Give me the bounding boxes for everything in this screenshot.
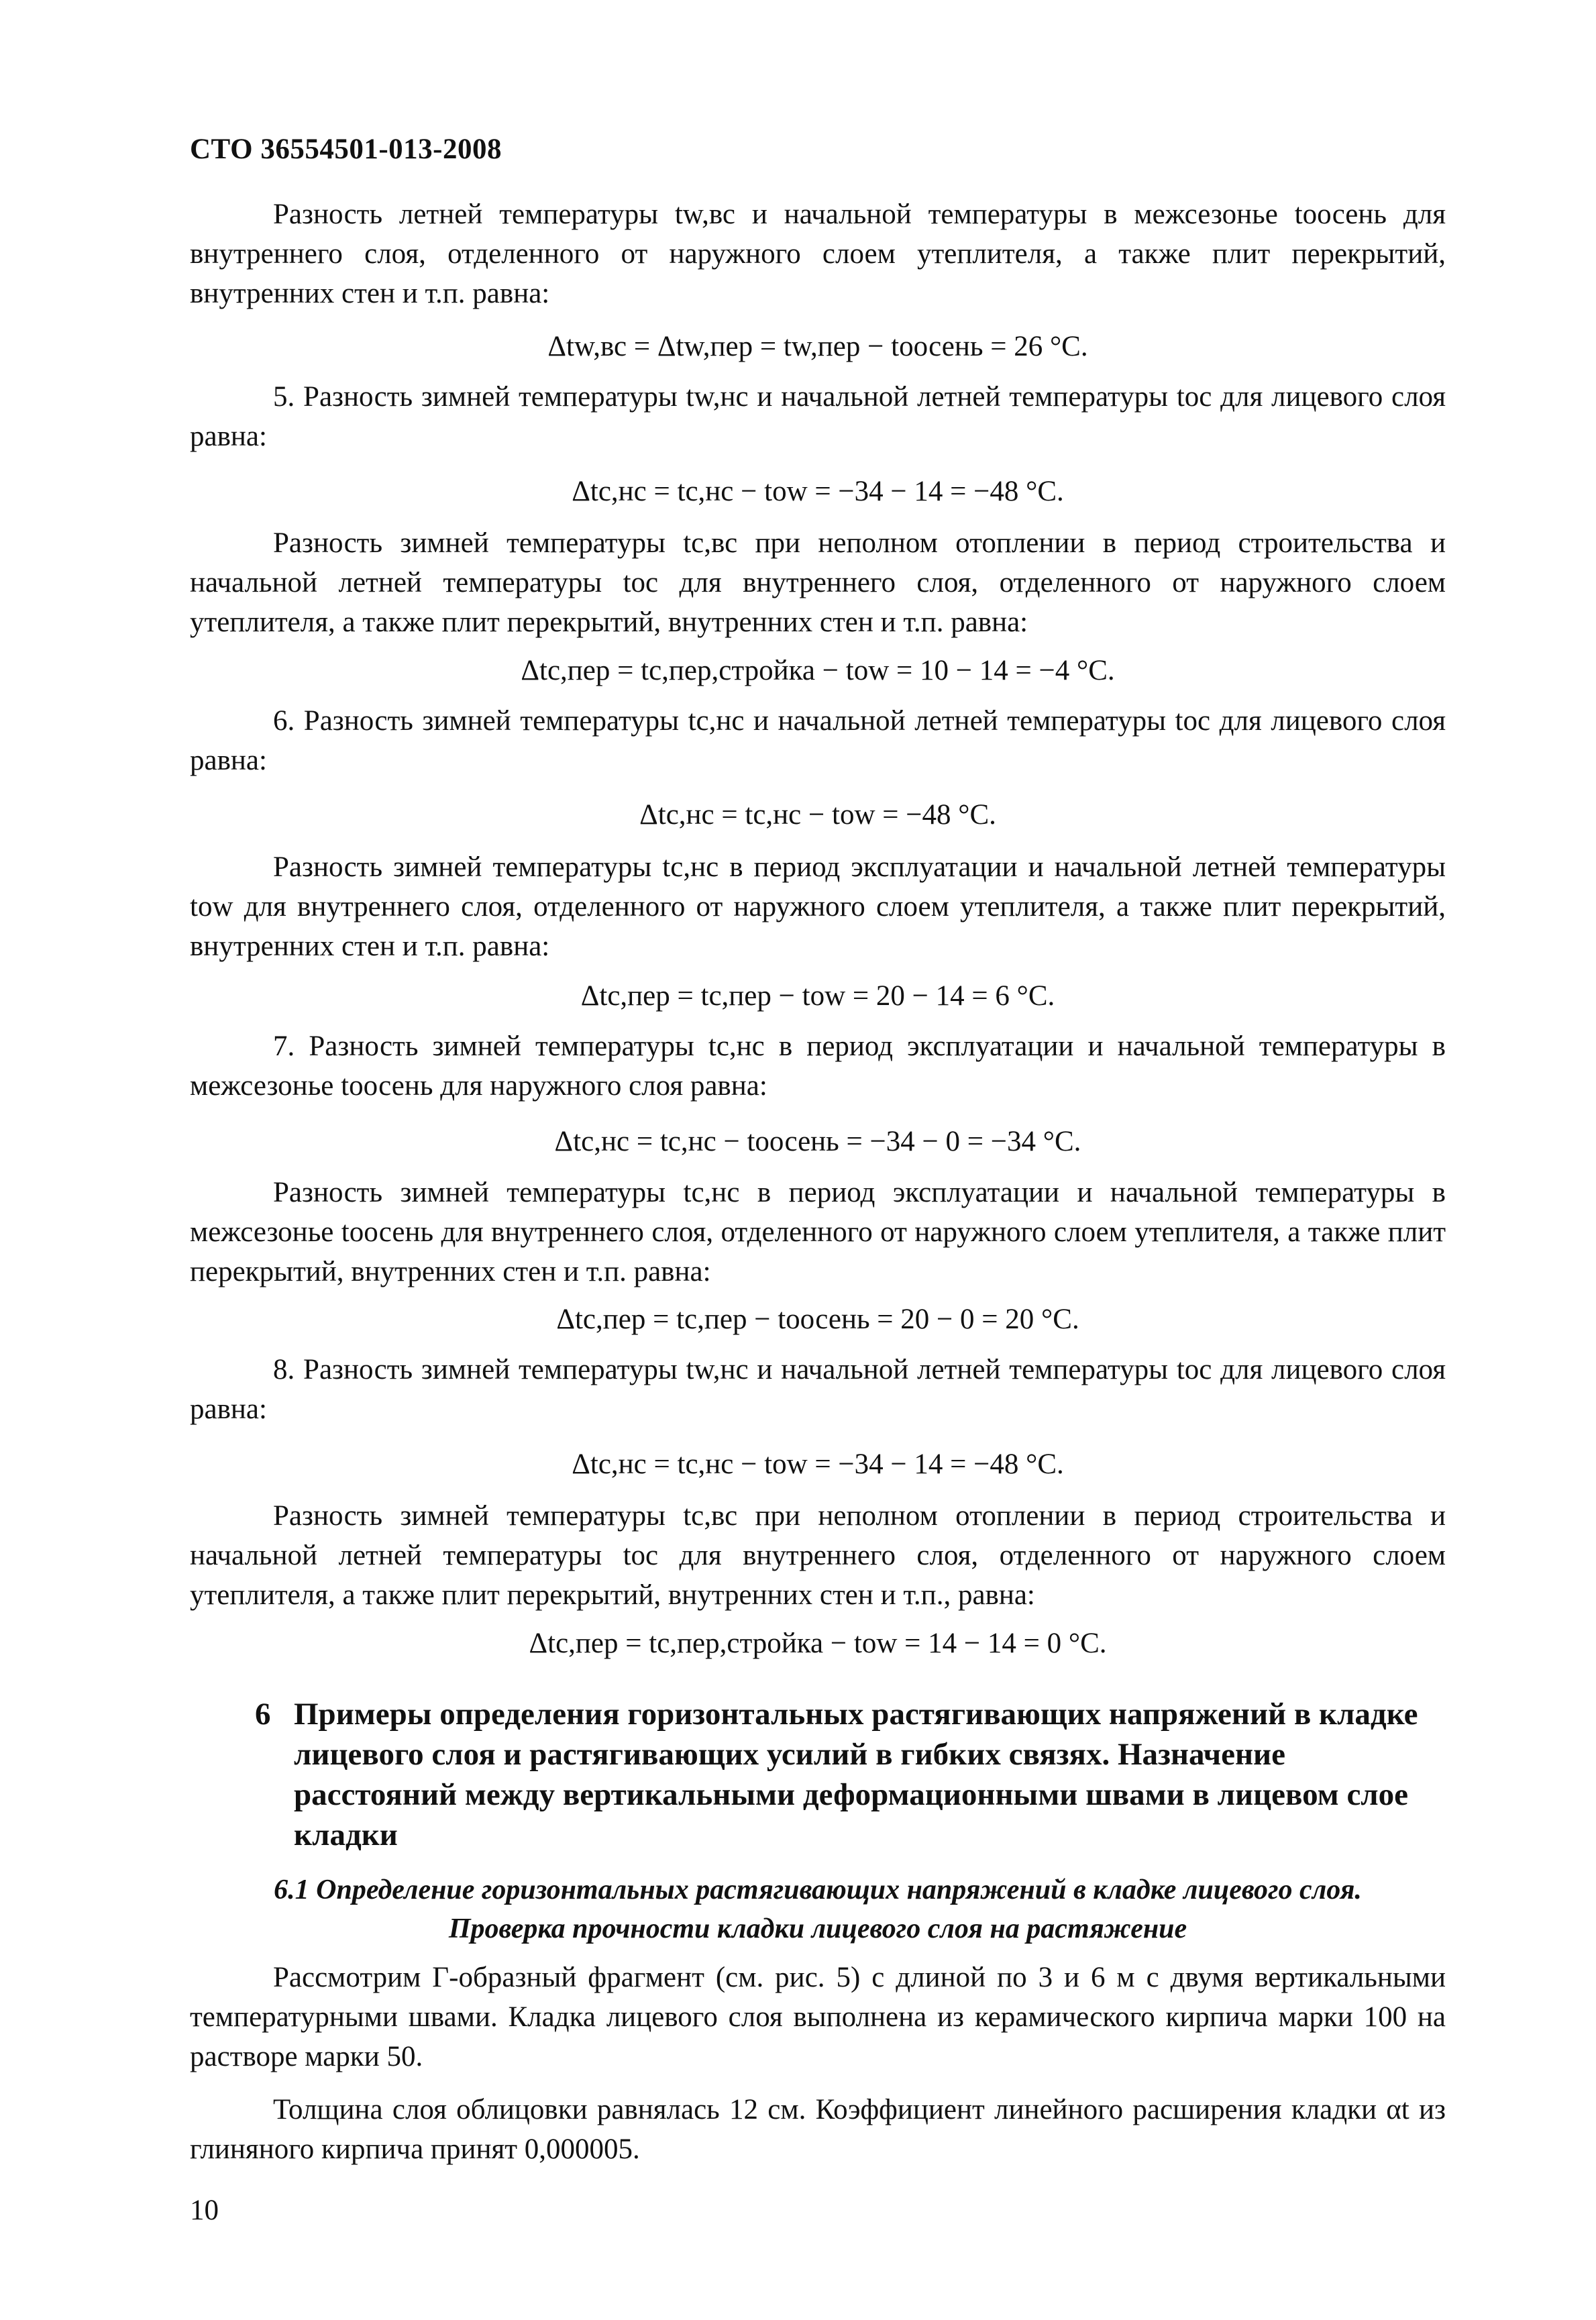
paragraph: Разность зимней температуры tc,вс при неполном отоплении в период строительства и начальной летней температуры toc для внутреннего слоя, отделенного от наружного слоем утеплителя, а также плит перекрытий, внутренних стен и т.п. равна: bbox=[190, 527, 1446, 638]
subsection-title-line2: Проверка прочности кладки лицевого слоя на растяжение bbox=[448, 1913, 1187, 1944]
paragraph: Толщина слоя облицовки равнялась 12 см. Коэффициент линейного расширения кладки αt из глиняного кирпича принят 0,000005. bbox=[190, 2094, 1446, 2165]
paragraph: Разность зимней температуры tc,вс при неполном отоплении в период строительства и начальной летней температуры toc для внутреннего слоя, отделенного от наружного слоем утеплителя, а также плит перекрытий, внутренних стен и т.п., равна: bbox=[190, 1500, 1446, 1611]
document-header: СТО 36554501-013-2008 bbox=[190, 134, 502, 165]
paragraph: Разность зимней температуры tc,нс в период эксплуатации и начальной летней температуры tow для внутреннего слоя, отделенного от наружного слоем утеплителя, а также плит перекрытий, внутренних стен и т.п. равна: bbox=[190, 851, 1446, 962]
section-title: Примеры определения горизонтальных растягивающих напряжений в кладке лицевого слоя и растягивающих усилий в гибких связях. Назначение расстояний между вертикальными деформационными швами в лицевом слое кладки bbox=[294, 1697, 1418, 1852]
paragraph: 6. Разность зимней температуры tc,нс и начальной летней температуры toc для лицевого слоя равна: bbox=[190, 705, 1446, 776]
formula: Δtc,нс = tc,нс − tow = −34 − 14 = −48 °C. bbox=[572, 1448, 1064, 1480]
paragraph: Разность летней температуры tw,вс и начальной температуры в межсезонье toосень для внутреннего слоя, отделенного от наружного слоем утеплителя, а также плит перекрытий, внутренних стен и т.п. равна: bbox=[190, 199, 1446, 309]
formula: Δtc,пер = tc,пер,стройка − tow = 14 − 14 = 0 °C. bbox=[529, 1628, 1107, 1659]
section-number: 6 bbox=[255, 1697, 271, 1732]
formula: Δtc,нс = tc,нс − toосень = −34 − 0 = −34 °C. bbox=[554, 1126, 1081, 1157]
formula: Δtc,нс = tc,нс − tow = −34 − 14 = −48 °C. bbox=[572, 476, 1064, 507]
formula: Δtc,пер = tc,пер − tow = 20 − 14 = 6 °C. bbox=[580, 980, 1055, 1012]
paragraph: 5. Разность зимней температуры tw,нс и начальной летней температуры toc для лицевого слоя равна: bbox=[190, 381, 1446, 452]
subsection-heading bbox=[190, 1870, 1446, 1948]
formula: Δtc,пер = tc,пер,стройка − tow = 10 − 14 = −4 °C. bbox=[521, 655, 1115, 686]
paragraph: 7. Разность зимней температуры tc,нс в период эксплуатации и начальной температуры в межсезонье toосень для наружного слоя равна: bbox=[190, 1031, 1446, 1102]
page-number: 10 bbox=[190, 2195, 219, 2226]
paragraph: Разность зимней температуры tc,нс в период эксплуатации и начальной температуры в межсезонье toосень для внутреннего слоя, отделенного от наружного слоем утеплителя, а также плит перекрытий, внутренних стен и т.п. равна: bbox=[190, 1177, 1446, 1287]
paragraph: Рассмотрим Г-образный фрагмент (см. рис. 5) с длиной по 3 и 6 м с двумя вертикальными температурными швами. Кладка лицевого слоя выполнена из керамического кирпича марки 100 на растворе марки 50. bbox=[190, 1962, 1446, 2072]
formula: Δtc,нс = tc,нс − tow = −48 °C. bbox=[639, 799, 996, 831]
formula: Δtw,вс = Δtw,пер = tw,пер − toосень = 26 °C. bbox=[547, 331, 1088, 362]
subsection-title-line1: 6.1 Определение горизонтальных растягивающих напряжений в кладке лицевого слоя. bbox=[274, 1875, 1362, 1905]
formula: Δtc,пер = tc,пер − toосень = 20 − 0 = 20 °C. bbox=[556, 1304, 1079, 1335]
paragraph: 8. Разность зимней температуры tw,нс и начальной летней температуры toc для лицевого слоя равна: bbox=[190, 1354, 1446, 1425]
